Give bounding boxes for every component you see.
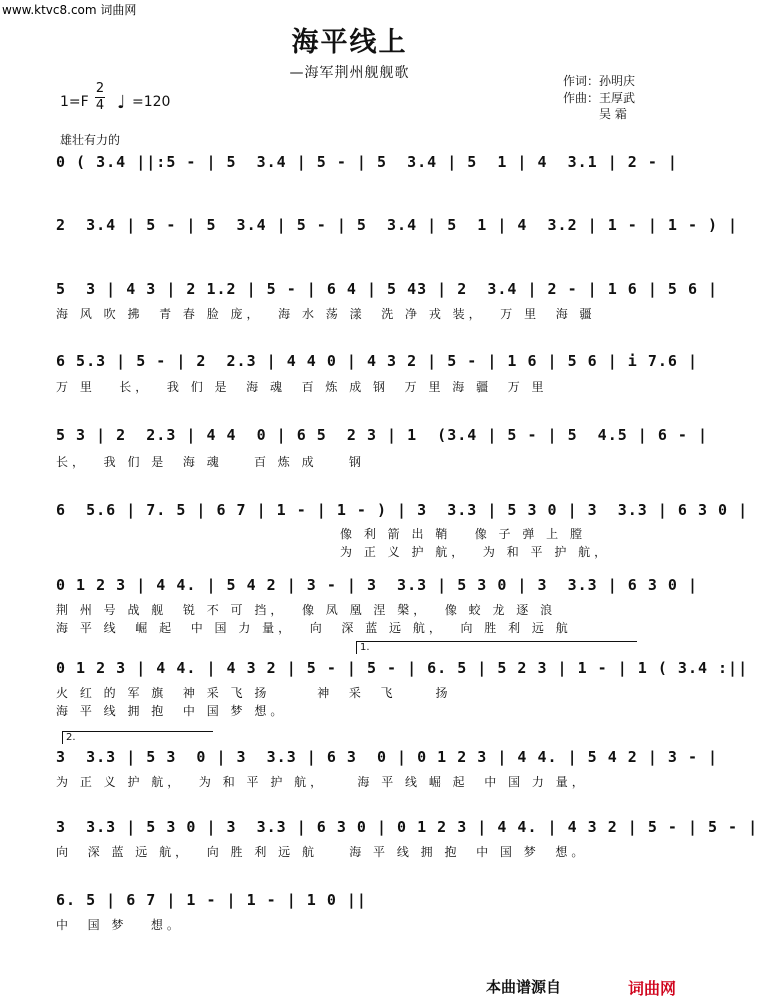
lyric-line: 万 里 长， 我 们 是 海 魂 百 炼 成 钢 万 里 海 疆 万 里 bbox=[56, 380, 548, 394]
time-signature-top: 2 bbox=[95, 81, 105, 96]
volta-label: 1. bbox=[360, 642, 370, 653]
lyric-line: 向 深 蓝 远 航， 向 胜 利 远 航 海 平 线 拥 抱 中 国 梦 想。 bbox=[56, 845, 588, 859]
notation-line: 3 3.3 | 5 3 0 | 3 3.3 | 6 3 0 | 0 1 2 3 | 4 4. | 4 3 2 | 5 - | 5 - | bbox=[56, 818, 758, 836]
notation-line: 5 3 | 4 3 | 2 1.2 | 5 - | 6 4 | 5 43 | 2 3.4 | 2 - | 1 6 | 5 6 | bbox=[56, 280, 719, 298]
notation-line: 0 1 2 3 | 4 4. | 5 4 2 | 3 - | 3 3.3 | 5 3 0 | 3 3.3 | 6 3 0 | bbox=[56, 576, 698, 594]
notation-line: 0 ( 3.4 ||:5 - | 5 3.4 | 5 - | 5 3.4 | 5 1 | 4 3.1 | 2 - | bbox=[56, 153, 678, 171]
footer-site-logo[interactable]: 词曲网 bbox=[628, 979, 677, 998]
tempo-marking: =120 bbox=[132, 94, 171, 110]
lyric-line: 长， 我 们 是 海 魂 百 炼 成 钢 bbox=[56, 455, 365, 469]
lyric-line: 像 利 箭 出 鞘 像 子 弹 上 膛 bbox=[340, 527, 586, 541]
song-title: 海平线上 bbox=[291, 27, 408, 58]
notation-line: 2 3.4 | 5 - | 5 3.4 | 5 - | 5 3.4 | 5 1 | 4 3.2 | 1 - | 1 - ) | bbox=[56, 216, 739, 234]
time-signature-bottom: 4 bbox=[95, 98, 105, 113]
credit-name: 王厚武 bbox=[599, 91, 636, 105]
site-watermark[interactable] bbox=[2, 1, 136, 18]
quarter-note-icon: ♩ bbox=[117, 92, 126, 113]
lyric-line: 火 红 的 军 旗 神 采 飞 扬 神 采 飞 扬 bbox=[56, 686, 452, 700]
first-ending-bracket bbox=[356, 641, 637, 654]
time-signature bbox=[95, 82, 105, 113]
notation-line: 0 1 2 3 | 4 4. | 4 3 2 | 5 - | 5 - | 6. 5 | 5 2 3 | 1 - | 1 ( 3.4 :|| bbox=[56, 659, 749, 677]
footer-source-text: 本曲谱源自 bbox=[486, 978, 562, 996]
site-url: www.ktvc8.com bbox=[2, 3, 97, 17]
lyric-line: 海 风 吹 拂 青 春 脸 庞， 海 水 荡 漾 洗 净 戎 装， 万 里 海 疆 bbox=[56, 307, 596, 321]
site-name: 词曲网 bbox=[100, 3, 137, 17]
notation-line: 6 5.3 | 5 - | 2 2.3 | 4 4 0 | 4 3 2 | 5 - | 1 6 | 5 6 | i 7.6 | bbox=[56, 352, 698, 370]
lyric-line: 海 平 线 拥 抱 中 国 梦 想。 bbox=[56, 704, 287, 718]
key-signature: 1=F bbox=[60, 94, 89, 110]
lyric-line: 中 国 梦 想。 bbox=[56, 918, 183, 932]
expression-marking: 雄壮有力的 bbox=[60, 133, 121, 147]
notation-line: 6. 5 | 6 7 | 1 - | 1 - | 1 0 || bbox=[56, 891, 367, 909]
lyric-line: 荆 州 号 战 舰 锐 不 可 挡， 像 凤 凰 涅 槃， 像 蛟 龙 逐 浪 bbox=[56, 603, 557, 617]
lyric-line: 海 平 线 崛 起 中 国 力 量， 向 深 蓝 远 航， 向 胜 利 远 航 bbox=[56, 621, 572, 635]
notation-line: 3 3.3 | 5 3 0 | 3 3.3 | 6 3 0 | 0 1 2 3 | 4 4. | 5 4 2 | 3 - | bbox=[56, 748, 719, 766]
volta-label: 2. bbox=[66, 732, 76, 743]
credit-label: 作词： bbox=[563, 74, 600, 88]
lyric-line: 为 正 义 护 航， 为 和 平 护 航， 海 平 线 崛 起 中 国 力 量， bbox=[56, 775, 588, 789]
credit-name: 吴 霜 bbox=[599, 107, 627, 121]
credit-name: 孙明庆 bbox=[599, 74, 636, 88]
credit-label: 作曲： bbox=[563, 91, 600, 105]
notation-line: 6 5.6 | 7. 5 | 6 7 | 1 - | 1 - ) | 3 3.3 | 5 3 0 | 3 3.3 | 6 3 0 | bbox=[56, 501, 749, 519]
song-subtitle: —海军荆州舰舰歌 bbox=[289, 65, 410, 81]
lyricist-credit bbox=[563, 72, 635, 89]
notation-line: 5 3 | 2 2.3 | 4 4 0 | 6 5 2 3 | 1 (3.4 | 5 - | 5 4.5 | 6 - | bbox=[56, 426, 708, 444]
lyric-line: 为 正 义 护 航， 为 和 平 护 航， bbox=[340, 545, 611, 559]
co-composer-credit bbox=[599, 105, 627, 122]
second-ending-bracket bbox=[62, 731, 213, 744]
composer-credit bbox=[563, 89, 635, 106]
